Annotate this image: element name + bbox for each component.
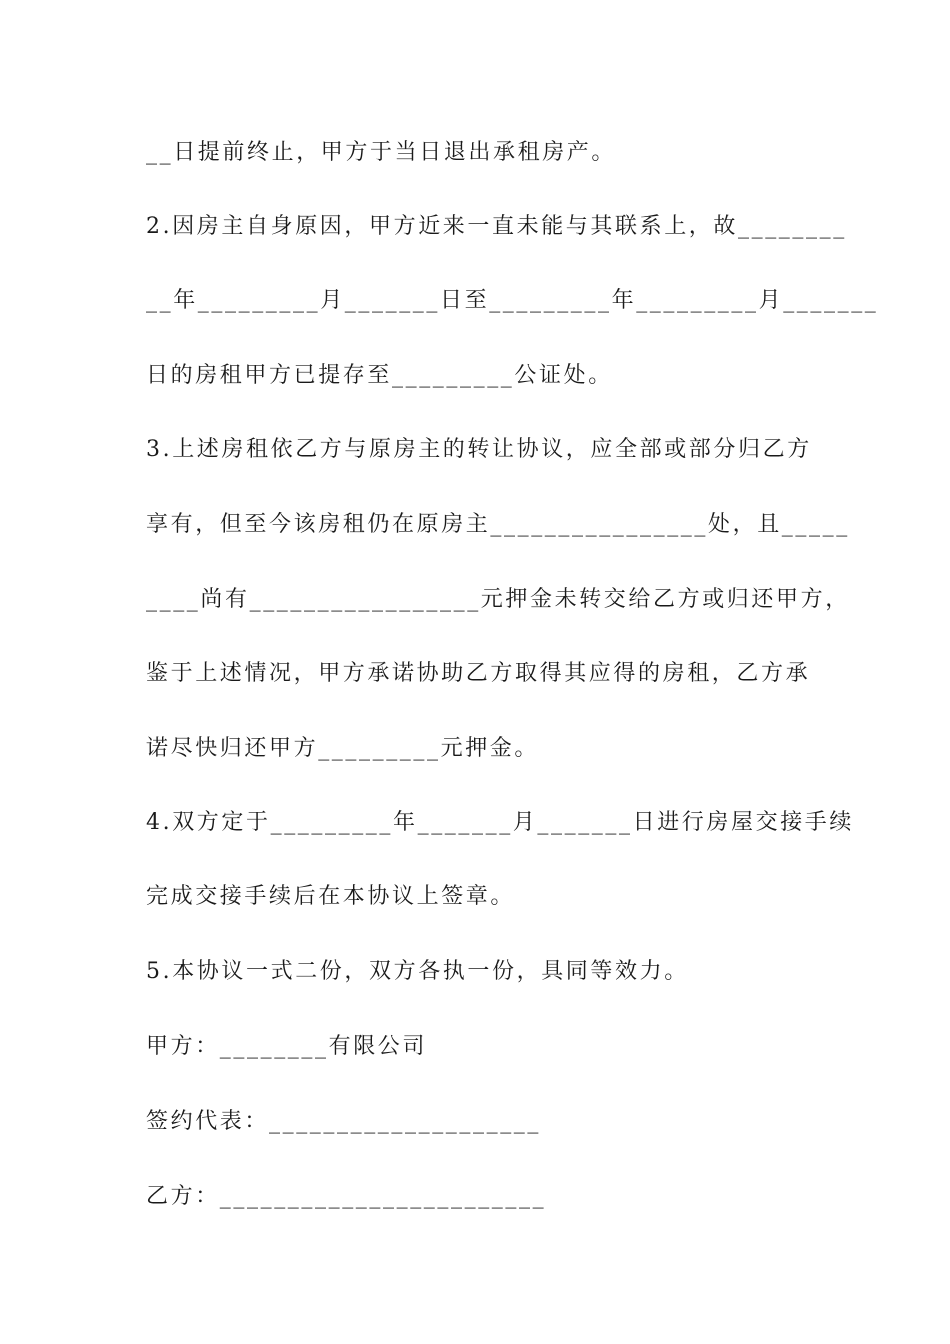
party-b-signature-line: 乙方：________________________ [146, 1184, 547, 1209]
text-line-9: 诺尽快归还甲方_________元押金。 [146, 736, 540, 761]
text-line-7: ____尚有_________________元押金未转交给乙方或归还甲方， [146, 587, 850, 612]
representative-signature-line: 签约代表：____________________ [146, 1109, 542, 1134]
text-line-3: __年_________月_______日至_________年_________月_______ [146, 288, 879, 313]
text-line-8: 鉴于上述情况，甲方承诺协助乙方取得其应得的房租，乙方承 [146, 661, 811, 686]
party-a-signature-line: 甲方：________有限公司 [146, 1034, 428, 1059]
text-line-2: 2.因房主自身原因，甲方近来一直未能与其联系上，故________ [146, 214, 847, 239]
text-line-5: 3.上述房租依乙方与原房主的转让协议，应全部或部分归乙方 [146, 437, 812, 462]
text-line-1: __日提前终止，甲方于当日退出承租房产。 [146, 140, 617, 165]
text-line-12: 5.本协议一式二份，双方各执一份，具同等效力。 [146, 959, 689, 984]
text-line-6: 享有，但至今该房租仍在原房主________________处，且_____ [146, 512, 850, 537]
text-line-4: 日的房租甲方已提存至_________公证处。 [146, 363, 613, 388]
text-line-10: 4.双方定于_________年_______月_______日进行房屋交接手续 [146, 810, 854, 835]
text-line-11: 完成交接手续后在本协议上签章。 [146, 884, 516, 909]
